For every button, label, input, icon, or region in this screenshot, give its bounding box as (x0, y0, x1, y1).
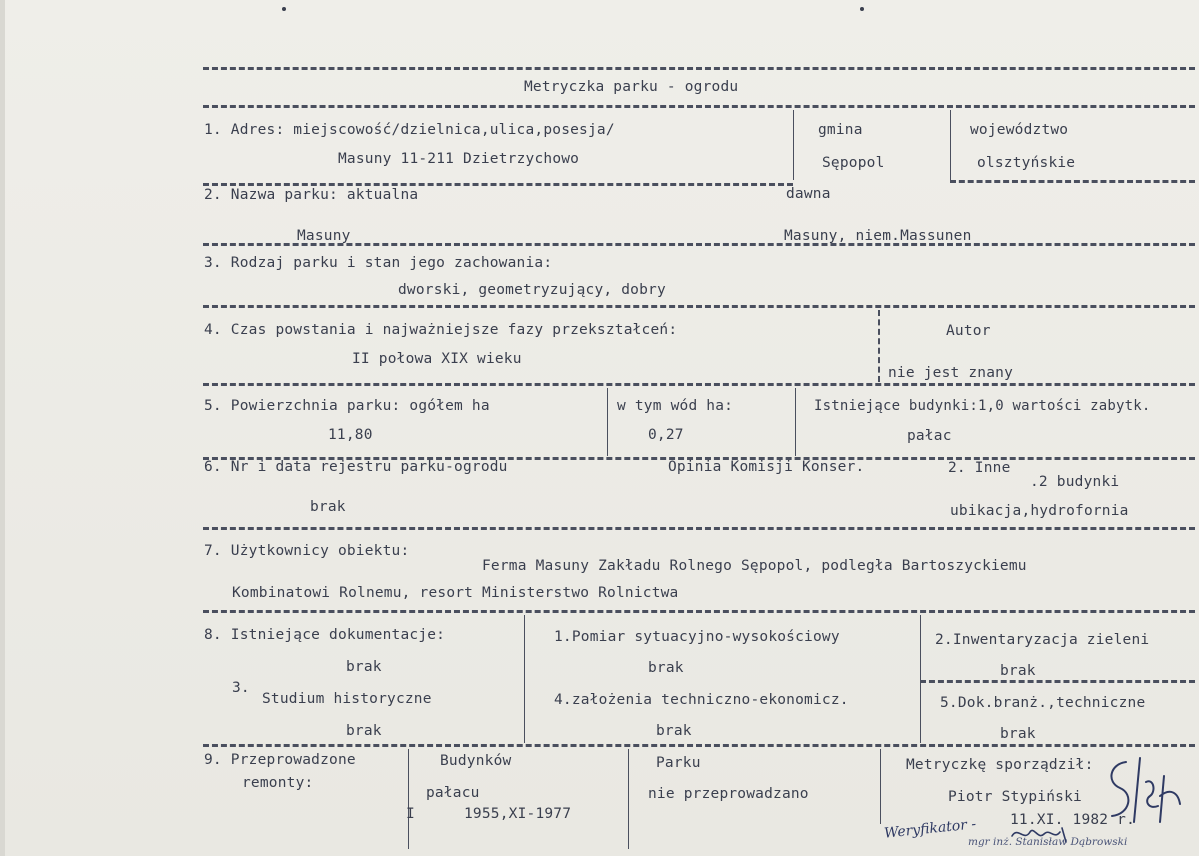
column-divider (408, 749, 409, 849)
column-divider (950, 110, 951, 180)
column-divider (920, 615, 921, 743)
water-area-value: 0,27 (648, 427, 684, 443)
registry-value: brak (310, 499, 346, 515)
survey-doc: 1.Pomiar sytuacyjno-wysokościowy (554, 629, 840, 645)
origin-value: II połowa XIX wieku (352, 351, 522, 367)
compiled-by-name: Piotr Stypiński (948, 789, 1082, 805)
verifier-stamp: mgr inż. Stanisław Dąbrowski (968, 836, 1128, 848)
separator (203, 305, 1195, 308)
separator (920, 680, 1195, 683)
column-divider (878, 310, 880, 382)
address-value: Masuny 11-211 Dzietrzychowo (338, 151, 580, 167)
compiled-date: 11.XI. 1982 r. (1010, 812, 1136, 828)
park-name-label: 2. Nazwa parku: aktualna (204, 187, 419, 203)
scan-edge (0, 0, 5, 856)
buildings-repairs-label: Budynków (440, 753, 512, 769)
column-divider (524, 615, 525, 743)
verifier-handwriting: Weryfikator - (883, 816, 977, 842)
park-type-label: 3. Rodzaj parku i stan jego zachowania: (204, 255, 553, 271)
author-label: Autor (946, 323, 991, 339)
separator (203, 67, 1195, 70)
separator (950, 180, 1195, 183)
column-divider (628, 749, 629, 849)
former-name-label: dawna (786, 186, 831, 202)
separator (203, 243, 1195, 246)
area-value: 11,80 (328, 427, 373, 443)
separator (203, 105, 1195, 108)
documentation-label: 8. Istniejące dokumentacje: (204, 627, 446, 643)
water-area-label: w tym wód ha: (617, 398, 734, 414)
technical-doc-value: brak (1000, 726, 1036, 742)
author-value: nie jest znany (888, 365, 1014, 381)
separator (203, 383, 1195, 386)
repair-dates: 1955,XI-1977 (464, 806, 572, 822)
technical-doc: 5.Dok.branż.,techniczne (940, 695, 1146, 711)
palace-label: pałacu (426, 785, 480, 801)
greenery-inventory-value: brak (1000, 663, 1036, 679)
repairs-label-line-2: remonty: (242, 775, 314, 791)
other-buildings: .2 budynki (1030, 474, 1120, 490)
techno-economic-value: brak (656, 723, 692, 739)
documentation-value-1: brak (346, 659, 382, 675)
wojewodztwo-value: olsztyńskie (977, 155, 1076, 171)
former-name-value: Masuny, niem.Massunen (784, 228, 972, 244)
historical-study-doc: Studium historyczne (262, 691, 432, 707)
roman-numeral: I (406, 806, 415, 822)
gmina-label: gmina (818, 122, 863, 138)
commission-opinion-label: Opinia Komisji Konser. (668, 459, 865, 475)
repairs-label-line-1: 9. Przeprowadzone (204, 752, 356, 768)
area-label: 5. Powierzchnia parku: ogółem ha (204, 398, 490, 414)
wojewodztwo-label: województwo (970, 122, 1069, 138)
separator (203, 610, 1195, 613)
separator (203, 527, 1195, 530)
park-repairs-label: Parku (656, 755, 701, 771)
buildings-value: pałac (907, 428, 952, 444)
other-value: ubikacja,hydrofornia (950, 503, 1129, 519)
compiled-by-label: Metryczkę sporządził: (906, 757, 1094, 773)
origin-label: 4. Czas powstania i najważniejsze fazy przekształceń: (204, 322, 678, 338)
other-label: 2. Inne (948, 460, 1011, 476)
column-divider (795, 388, 796, 456)
buildings-label: Istniejące budynki:1,0 wartości zabytk. (814, 398, 1151, 414)
users-line-1: Ferma Masuny Zakładu Rolnego Sępopol, podległa Bartoszyckiemu (482, 558, 1027, 574)
binding-mark (282, 7, 286, 11)
historical-study-value: brak (346, 723, 382, 739)
survey-doc-value: brak (648, 660, 684, 676)
greenery-inventory-doc: 2.Inwentaryzacja zieleni (935, 632, 1150, 648)
column-divider (880, 749, 881, 824)
address-label: 1. Adres: miejscowość/dzielnica,ulica,posesja/ (204, 122, 615, 138)
author-signature (1100, 752, 1192, 828)
binding-mark (860, 7, 864, 11)
column-divider (607, 388, 608, 456)
park-repairs-value: nie przeprowadzano (648, 786, 809, 802)
separator (203, 744, 1195, 747)
gmina-value: Sępopol (822, 155, 885, 171)
verifier-signature (1008, 818, 1078, 848)
users-label: 7. Użytkownicy obiektu: (204, 543, 410, 559)
separator (203, 183, 793, 186)
users-line-2: Kombinatowi Rolnemu, resort Ministerstwo Rolnictwa (232, 585, 679, 601)
park-type-value: dworski, geometryzujący, dobry (398, 282, 666, 298)
registry-label: 6. Nr i data rejestru parku-ogrodu (204, 459, 508, 475)
column-divider (793, 110, 794, 180)
historical-study-number: 3. (232, 680, 250, 696)
techno-economic-doc: 4.założenia techniczno-ekonomicz. (554, 692, 849, 708)
current-name-value: Masuny (297, 228, 351, 244)
document-title: Metryczka parku - ogrodu (524, 79, 739, 95)
